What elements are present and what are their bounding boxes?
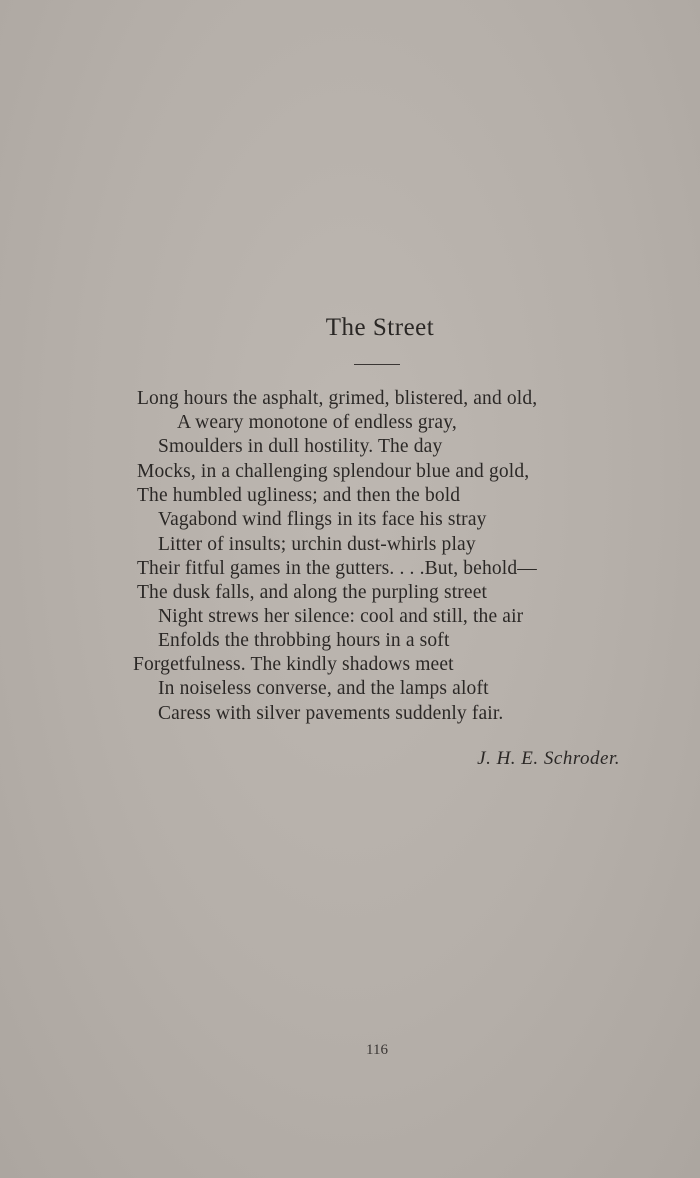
poem-line-9: The dusk falls, and along the purpling street xyxy=(137,582,488,603)
poem-line-13: In noiseless converse, and the lamps aloft xyxy=(158,678,489,699)
poem-line-12: Forgetfulness. The kindly shadows meet xyxy=(133,654,454,675)
poem-line-5: The humbled ugliness; and then the bold xyxy=(137,485,461,506)
poem-line-11: Enfolds the throbbing hours in a soft xyxy=(158,630,450,651)
poem-line-3: Smoulders in dull hostility. The day xyxy=(158,436,443,457)
poem-title: The Street xyxy=(325,314,435,341)
page-number: 116 xyxy=(366,1042,388,1058)
poem-line-4: Mocks, in a challenging splendour blue and gold, xyxy=(137,461,530,482)
title-divider xyxy=(354,364,400,365)
poem-line-10: Night strews her silence: cool and still, the air xyxy=(158,606,524,627)
poem-line-2: A weary monotone of endless gray, xyxy=(177,412,457,433)
poem-line-8: Their fitful games in the gutters. . . .But, behold— xyxy=(137,558,537,579)
poem-line-14: Caress with silver pavements suddenly fair. xyxy=(158,703,504,724)
poem-line-6: Vagabond wind flings in its face his stray xyxy=(158,509,487,530)
poem-line-1: Long hours the asphalt, grimed, blistered, and old, xyxy=(137,388,538,409)
poem-line-7: Litter of insults; urchin dust-whirls play xyxy=(158,534,476,555)
poem-author: J. H. E. Schroder. xyxy=(477,748,620,769)
